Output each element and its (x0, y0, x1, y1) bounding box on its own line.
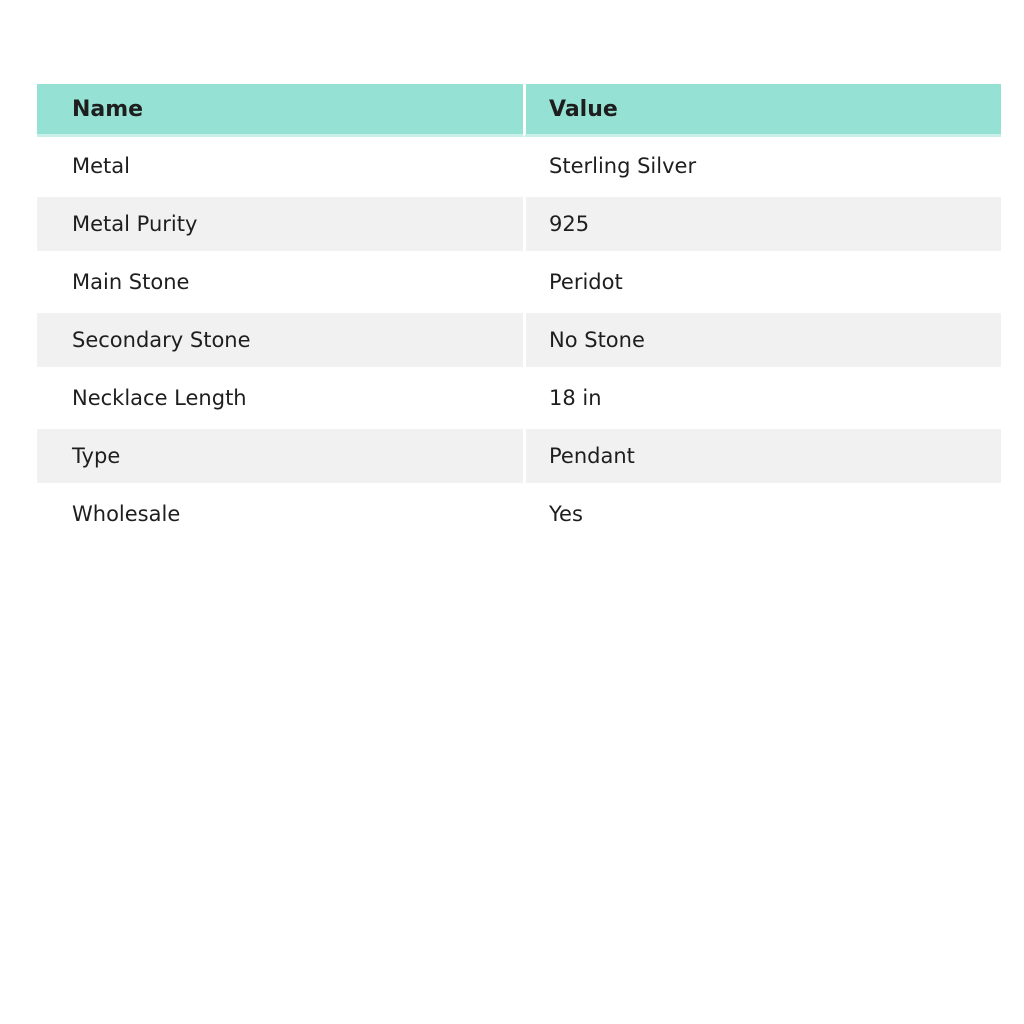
attribute-value-cell: 925 (523, 195, 1001, 253)
attribute-value-cell: 18 in (523, 369, 1001, 427)
attribute-value-cell: Pendant (523, 427, 1001, 485)
column-header-value: Value (523, 84, 1001, 137)
attribute-name-cell: Metal Purity (37, 195, 523, 253)
attribute-value-cell: Yes (523, 485, 1001, 543)
attribute-value-cell: Sterling Silver (523, 137, 1001, 195)
attribute-value-cell: No Stone (523, 311, 1001, 369)
attribute-name-cell: Secondary Stone (37, 311, 523, 369)
table-body (37, 137, 1001, 543)
table-row (37, 311, 1001, 369)
table-row (37, 137, 1001, 195)
attribute-name-cell: Main Stone (37, 253, 523, 311)
table-header (37, 84, 1001, 137)
table-row (37, 369, 1001, 427)
attribute-value-cell: Peridot (523, 253, 1001, 311)
attribute-name-cell: Necklace Length (37, 369, 523, 427)
table-header-row (37, 84, 1001, 137)
table-row (37, 253, 1001, 311)
attribute-name-cell: Wholesale (37, 485, 523, 543)
attributes-table (37, 84, 1001, 543)
table-row (37, 195, 1001, 253)
column-header-name: Name (37, 84, 523, 137)
table-row (37, 485, 1001, 543)
attribute-name-cell: Metal (37, 137, 523, 195)
table-row (37, 427, 1001, 485)
attribute-name-cell: Type (37, 427, 523, 485)
